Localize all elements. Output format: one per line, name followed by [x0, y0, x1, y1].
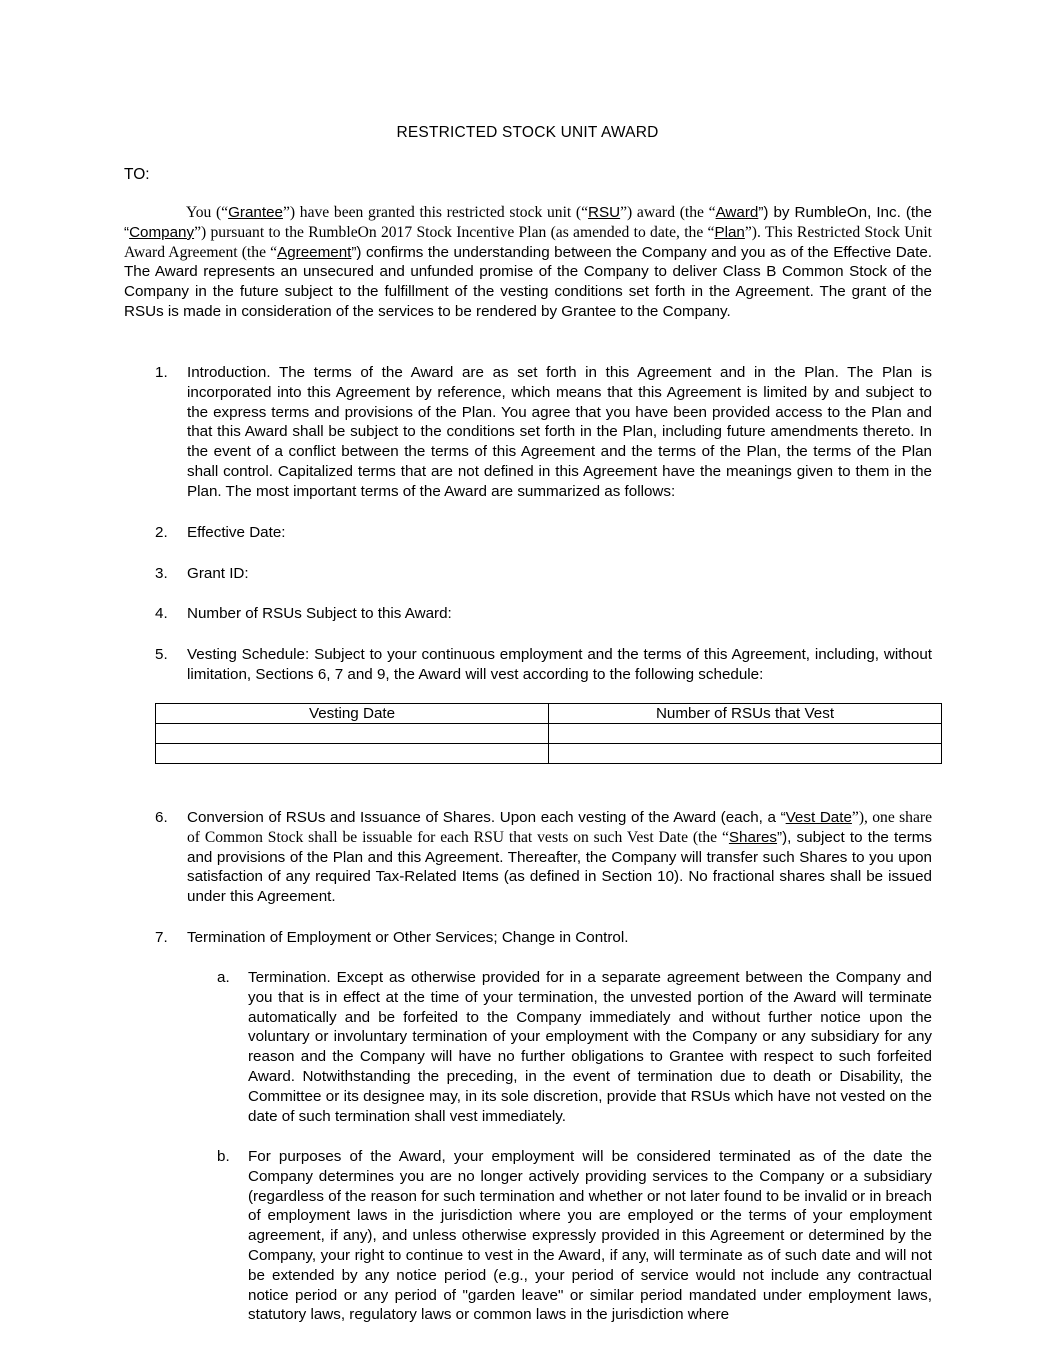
- section-4: [155, 604, 932, 624]
- table-cell: [156, 724, 549, 744]
- section-text: Grant ID:: [187, 565, 249, 582]
- table-header-row: [156, 704, 942, 724]
- section-text: Vesting Schedule: Subject to your continuous employment and the terms of this Agreement, including, without limitation, Sections 6, 7 and 9, the Award will vest according to the following schedule:: [187, 646, 932, 683]
- plan-term: Plan: [714, 223, 745, 241]
- intro-paragraph: You (“Grantee”) have been granted this restricted stock unit (“RSU”) award (the “Award”) by RumbleOn, Inc. (the “Company”) pursuant to the RumbleOn 2017 Stock Incentive Plan (as amended to date, the “Plan”). This Restricted Stock Unit Award Agreement (the “Agreement”) confirms the understanding between the Company and you as of the Effective Date. The Award represents an unsecured and unfunded promise of the Company to deliver Class B Common Stock of the Company in the future subject to the fulfillment of the vesting conditions set forth in the Agreement. The grant of the RSUs is made in consideration of the services to be rendered by Grantee to the Company.: [124, 204, 932, 320]
- grantee-term: Grantee: [228, 204, 283, 221]
- section-5: [155, 645, 932, 685]
- table-row: [156, 724, 942, 744]
- section-6: [155, 808, 932, 907]
- company-term: Company: [129, 223, 195, 241]
- vesting-table: [155, 703, 942, 764]
- section-text: Introduction. The terms of the Award are as set forth in this Agreement and in the Plan. The Plan is incorporated into this Agreement by reference, which means that this Agreement is limited by and subject to the express terms and provisions of the Plan. You agree that you have been provided access to the Plan and that this Award shall be subject to the conditions set forth in the Plan, including future amendments thereto. In the event of a conflict between the terms of this Agreement and the terms of the Plan, the terms of the Plan shall control. Capitalized terms that are not defined in this Agreement have the meanings given to them in the Plan. The most important terms of the Award are summarized as follows:: [187, 364, 932, 500]
- section-text: Conversion of RSUs and Issuance of Shares. Upon each vesting of the Award (each, a “Vest Date”), one share of Common Stock shall be issuable for each RSU that vests on such Vest Date (the “Shares”), subject to the terms and provisions of the Plan and this Agreement. Thereafter, the Company will transfer such Shares to you upon satisfaction of any required Tax-Related Items (as defined in Section 10). No fractional shares shall be issued under this Agreement.: [187, 809, 933, 906]
- section-7: [155, 928, 932, 948]
- section-3: [155, 564, 932, 584]
- subsection-text: Termination. Except as otherwise provided for in a separate agreement between the Company and you that is in effect at the time of your termination, the unvested portion of the Award will terminate automatically and be forfeited to the Company immediately and without further notice upon the voluntary or involuntary termination of your employment with the Company or any subsidiary for any reason and the Company will have no further obligations to Grantee with respect to such forfeited Award. Notwithstanding the preceding, in the event of termination due to death or Disability, the Committee or its designee may, in its sole discretion, provide that RSUs which have not vested on the date of such termination shall vest immediately.: [248, 969, 932, 1125]
- section-text: Termination of Employment or Other Services; Change in Control.: [187, 929, 629, 946]
- table-cell: [549, 724, 942, 744]
- section-number: 1.: [155, 364, 168, 381]
- section-number: 2.: [155, 524, 168, 541]
- award-term: Award: [715, 204, 759, 221]
- column-header-rsus: Number of RSUs that Vest: [549, 704, 942, 724]
- section-number: 7.: [155, 929, 168, 946]
- vest-date-term: Vest Date: [785, 809, 852, 826]
- shares-term: Shares: [728, 828, 778, 846]
- section-2: [155, 523, 932, 543]
- table-cell: [156, 744, 549, 764]
- document-title: RESTRICTED STOCK UNIT AWARD: [396, 124, 659, 141]
- subsection-text: For purposes of the Award, your employment will be considered terminated as of the date the Company determines you are no longer actively providing services to the Company or a subsidiary (regardless of the reason for such termination and whether or not later found to be invalid or in breach of employment laws in the jurisdiction where you are employed or the terms of your employment agreement, if any), and unless otherwise expressly provided in this Agreement or determined by the Company, your right to continue to vest in the Award, if any, will terminate as of such date and will not be extended by any notice period (e.g., your period of service would not include any contractual notice period or any period of "garden leave" or similar period mandated under employment laws, statutory laws, regulatory laws or common laws in the jurisdiction where: [248, 1148, 932, 1324]
- subsection-letter: b.: [217, 1148, 230, 1165]
- table-row: [156, 744, 942, 764]
- subsection-letter: a.: [217, 969, 230, 986]
- section-text: Number of RSUs Subject to this Award:: [187, 605, 452, 622]
- section-number: 4.: [155, 605, 168, 622]
- section-number: 6.: [155, 809, 168, 826]
- rsu-term: RSU: [588, 204, 621, 221]
- column-header-vesting-date: Vesting Date: [156, 704, 549, 724]
- section-number: 5.: [155, 646, 168, 663]
- section-number: 3.: [155, 565, 168, 582]
- subsection-7b: [217, 1147, 932, 1325]
- section-1: [155, 363, 932, 502]
- subsection-7a: [217, 968, 932, 1126]
- section-text: Effective Date:: [187, 524, 286, 541]
- table-cell: [549, 744, 942, 764]
- agreement-term: Agreement: [277, 243, 352, 261]
- to-label: TO:: [124, 166, 150, 183]
